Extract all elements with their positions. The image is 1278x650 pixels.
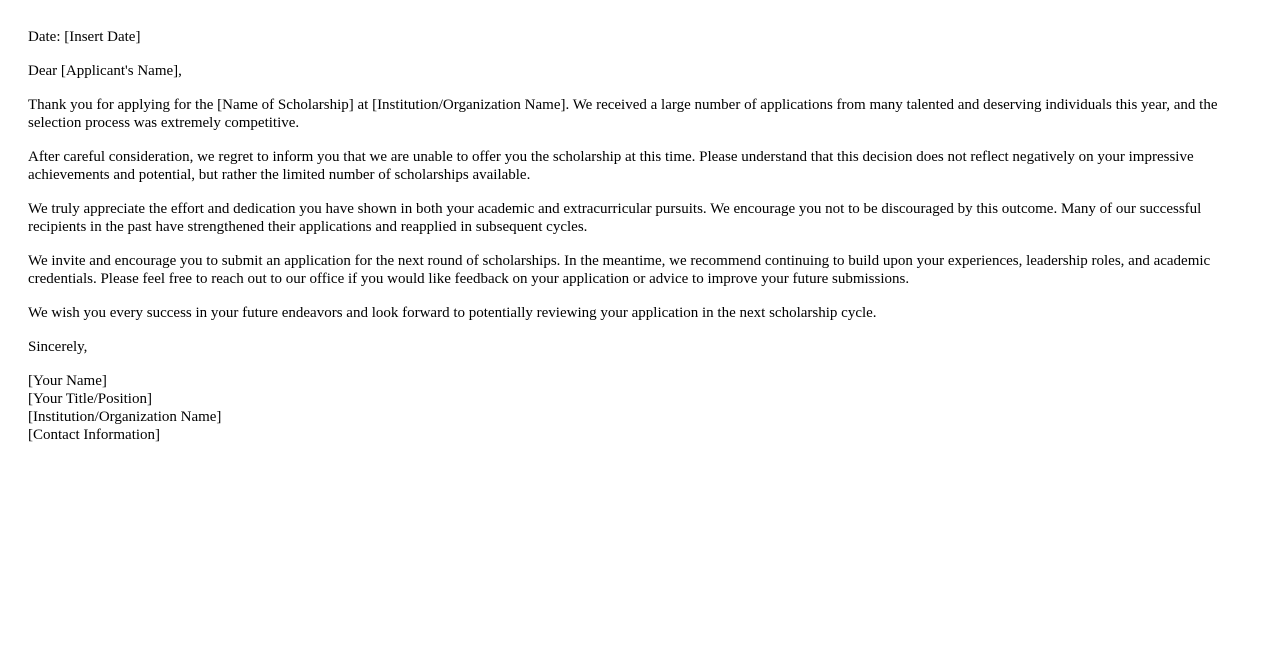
paragraph: Thank you for applying for the [Name of Scholarship] at [Institution/Organization Name]. We received a large number of applications from many talented and deserving individuals this year, and the selection process was extremely competitive. [28,97,1218,131]
paragraph: We wish you every success in your future endeavors and look forward to potentially reviewing your application in the next scholarship cycle. [28,305,877,321]
closing: Sincerely, [28,339,88,355]
salutation: Dear [Applicant's Name], [28,63,182,79]
signature-block [28,372,1253,444]
paragraph: After careful consideration, we regret to inform you that we are unable to offer you the scholarship at this time. Please understand that this decision does not reflect negatively on your impressive achievements and potential, but rather the limited number of scholarships available. [28,149,1194,183]
paragraph: We truly appreciate the effort and dedication you have shown in both your academic and extracurricular pursuits. We encourage you not to be discouraged by this outcome. Many of our successful recipients in the past have strengthened their applications and reapplied in subsequent cycles. [28,201,1202,235]
signature-contact: [Contact Information] [28,427,161,443]
signature-title: [Your Title/Position] [28,391,152,407]
letter-body [28,28,1253,444]
signature-institution: [Institution/Organization Name] [28,409,222,425]
signature-name: [Your Name] [28,373,107,389]
paragraph: We invite and encourage you to submit an application for the next round of scholarships. In the meantime, we recommend continuing to build upon your experiences, leadership roles, and academic credentials. Please feel free to reach out to our office if you would like feedback on your application or advice to improve your future submissions. [28,253,1211,287]
date-line: Date: [Insert Date] [28,29,141,45]
